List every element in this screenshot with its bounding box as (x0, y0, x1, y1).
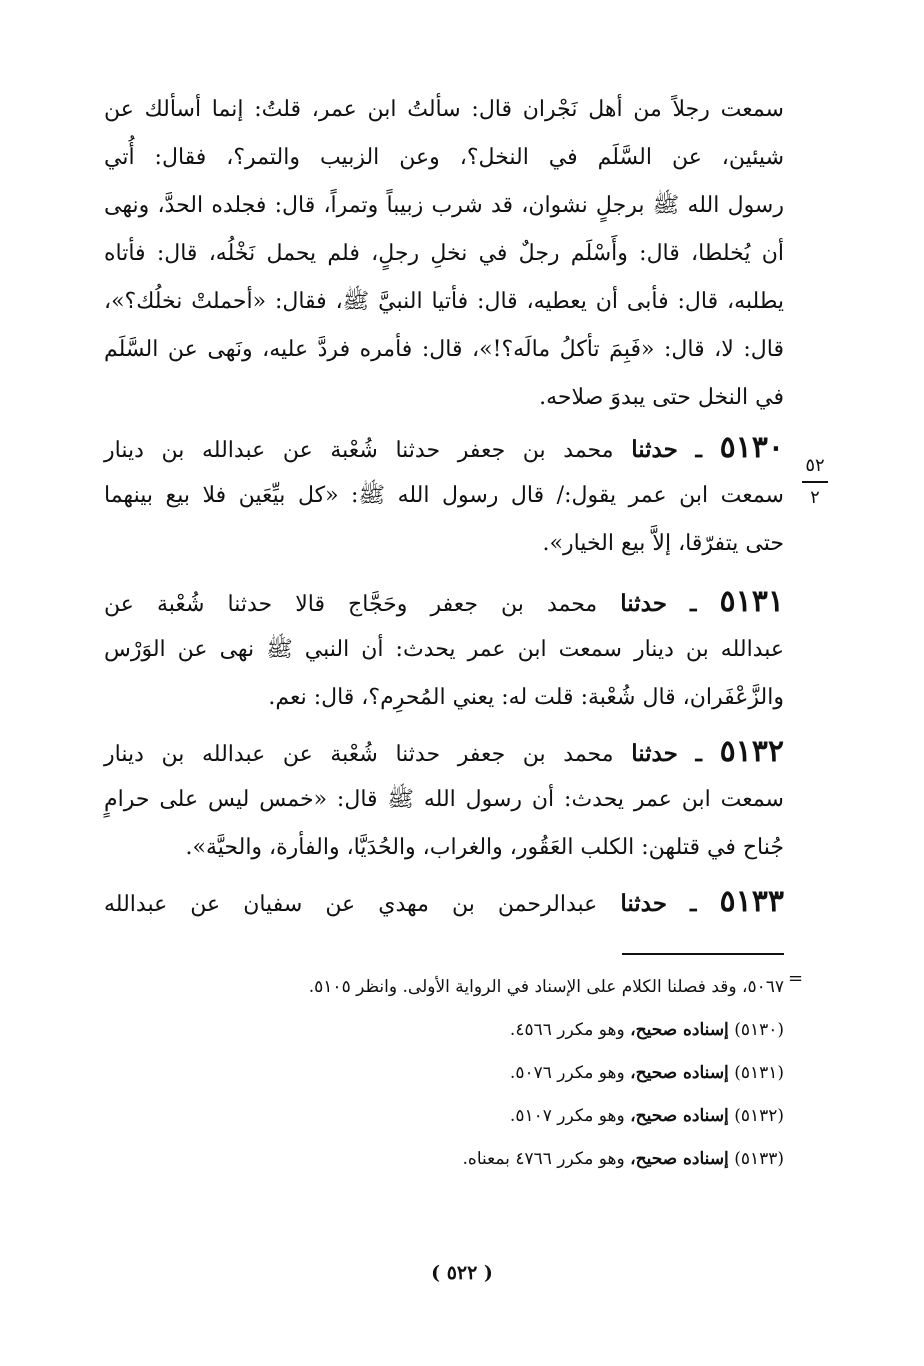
continuation-paragraph (104, 86, 784, 422)
haddathana: حدثنا (631, 740, 678, 767)
footnote-ref: (٥١٣٣) (734, 1149, 784, 1169)
hadith-first-line (104, 728, 784, 776)
text-line: شيئين، عن السَّلَم في النخل؟، وعن الزبيب والتمر؟، فقال: أُتي (104, 145, 784, 170)
footnote-item (180, 1009, 784, 1052)
text-line: والزَّعْفَران، قال شُعْبة: قلت له: يعني المُحرِم؟، قال: نعم. (268, 685, 784, 710)
hadith-first-line (104, 578, 784, 626)
footnote-note: وهو مكرر ٥١٠٧. (509, 1106, 625, 1126)
margin-reference-top: ٥٢ (805, 455, 825, 476)
footnote-ref: (٥١٣٠) (734, 1020, 784, 1040)
haddathana: حدثنا (631, 436, 678, 463)
hadith-number: ٥١٣٣ (719, 884, 784, 919)
hadith-number: ٥١٣٠ (719, 430, 785, 465)
text-line: حتى يتفرّقا، إلاَّ بيع الخيار». (542, 531, 784, 556)
footnote-ref: (٥١٣١) (734, 1063, 784, 1083)
hadith-dash: ـ (690, 891, 697, 917)
footnote-note: وهو مكرر ٥٠٧٦. (509, 1063, 625, 1083)
hadith-first-line (104, 878, 784, 926)
haddathana: حدثنا (620, 590, 667, 617)
margin-reference (802, 455, 828, 509)
text-line: في النخل حتى يبدوَ صلاحه. (539, 385, 784, 410)
hadith-number: ٥١٣٢ (719, 734, 785, 769)
footnote-item (180, 1138, 784, 1181)
footnotes (180, 966, 784, 1181)
hadith-dash: ـ (695, 741, 702, 767)
text-line: يطلبه، قال: فأبى أن يعطيه، قال: فأتيا النبيَّ ﷺ، فقال: «أحملتْ نخلُك؟»، (104, 289, 784, 314)
text-line: أن يُخلطا، قال: وأَسْلَم رجلٌ في نخلِ رجلٍ، فلم يحمل نَخْلُه، قال: فأتاه (104, 241, 784, 266)
footnote-note: وهو مكرر ٤٧٦٦ بمعناه. (462, 1149, 625, 1169)
isnad-text: محمد بن جعفر حدثنا شُعْبة عن عبدالله بن دينار (104, 742, 614, 767)
hadith-5130 (104, 424, 784, 568)
footnote-note: وهو مكرر ٤٥٦٦. (509, 1020, 625, 1040)
footnote-grade: إسناده صحيح، (630, 1063, 729, 1083)
footnote-grade: إسناده صحيح، (630, 1149, 729, 1169)
text-line: عبدالله بن دينار سمعت ابن عمر يحدث: أن النبي ﷺ نهى عن الوَرْس (104, 637, 784, 662)
margin-reference-bar (802, 481, 828, 483)
footnote-ref: (٥١٣٢) (734, 1106, 784, 1126)
text-line: رسول الله ﷺ برجلٍ نشوان، قد شرب زبيباً وتمراً، قال: فجلده الحدَّ، ونهى (104, 193, 784, 218)
footnote-item (180, 1052, 784, 1095)
hadith-5133 (104, 878, 784, 926)
text-line: جُناح في قتلهن: الكلب العَقُور، والغراب، والحُدَيَّا، والفأرة، والحيَّة». (185, 835, 784, 860)
hadith-first-line (104, 424, 784, 472)
text-line: قال: لا، قال: «فَبِمَ تأكلُ مالَه؟!»، قال: فأمره فردَّ عليه، ونَهى عن السَّلَم (104, 337, 784, 362)
isnad-text: محمد بن جعفر حدثنا شُعْبة عن عبدالله بن دينار (104, 438, 614, 463)
hadith-dash: ـ (690, 591, 697, 617)
text-line: سمعت ابن عمر يقول:/ قال رسول الله ﷺ: «كل بيِّعَين فلا بيع بينهما (104, 483, 784, 508)
hadith-dash: ـ (695, 437, 702, 463)
isnad-text: محمد بن جعفر وحَجَّاج قالا حدثنا شُعْبة عن (104, 592, 598, 617)
page-number: ( ٥٢٢ ) (431, 1262, 493, 1284)
hadith-5132 (104, 728, 784, 872)
hadith-5131 (104, 578, 784, 722)
hadith-number: ٥١٣١ (719, 584, 784, 619)
footnote-separator (622, 953, 784, 955)
footnote-continuation: ٥٠٦٧، وقد فصلنا الكلام على الإسناد في الرواية الأولى. وانظر ٥١٠٥. (308, 977, 784, 997)
text-line: سمعت رجلاً من أهل نَجْران قال: سألتُ ابن عمر، قلتُ: إنما أسألك عن (104, 97, 784, 122)
footnote-grade: إسناده صحيح، (630, 1106, 729, 1126)
footnote-item (180, 1095, 784, 1138)
footnote-continuation-mark: = (788, 968, 804, 989)
margin-reference-bottom: ٢ (810, 487, 820, 508)
haddathana: حدثنا (620, 890, 667, 917)
footnote-grade: إسناده صحيح، (630, 1020, 729, 1040)
isnad-text: عبدالرحمن بن مهدي عن سفيان عن عبدالله (104, 892, 598, 917)
text-line: سمعت ابن عمر يحدث: أن رسول الله ﷺ قال: «خمس ليس على حرامٍ (104, 787, 784, 812)
